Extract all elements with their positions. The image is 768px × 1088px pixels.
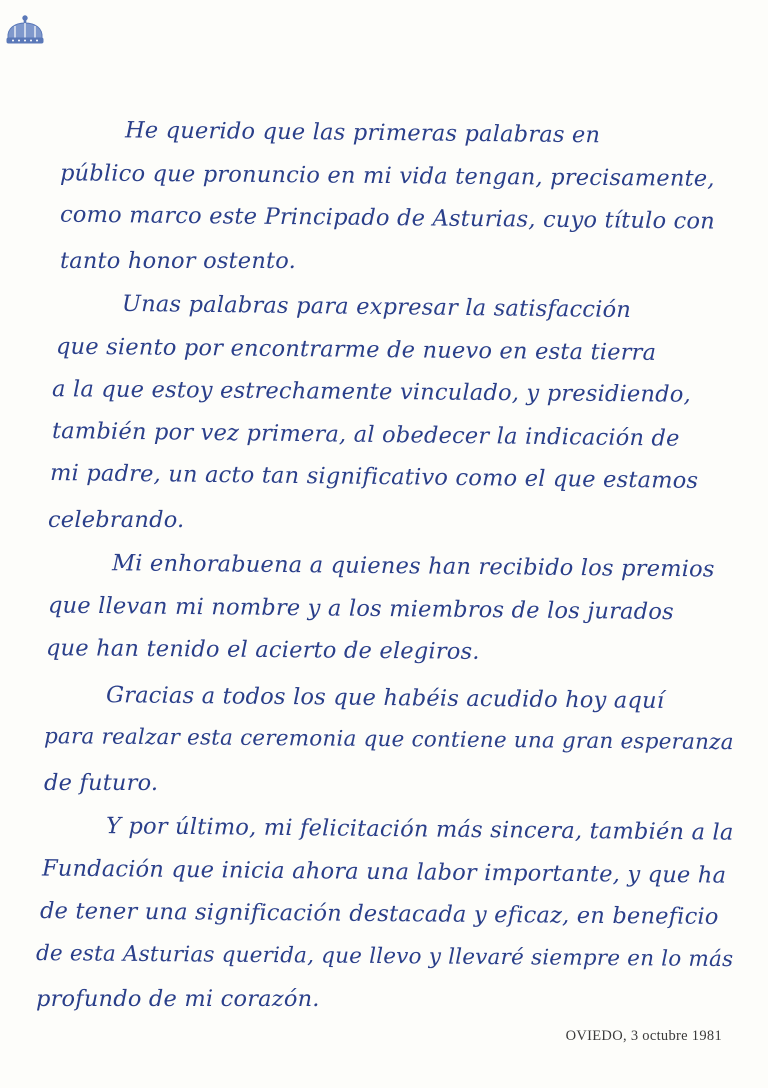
letter-line: que siento por encontrarme de nuevo en esta tierra: [55, 333, 657, 366]
letter-line: público que pronuncio en mi vida tengan, precisamente,: [59, 159, 715, 192]
letter-line: como marco este Principado de Asturias, cuyo título con: [59, 201, 716, 235]
place-date: OVIEDO, 3 octubre 1981: [565, 1028, 722, 1044]
royal-crown-icon: [4, 14, 46, 48]
paragraph-4: [30, 677, 734, 805]
letter-line: a la que estoy estrechamente vinculado, y presidiendo,: [51, 376, 691, 408]
letter-line: que han tenido el acierto de elegiros.: [45, 635, 480, 665]
letter-line: Y por último, mi felicitación más sincera, también a la: [105, 813, 734, 846]
letter-line: de tener una significación destacada y eficaz, en beneficio: [39, 898, 719, 930]
letter-line: celebrando.: [48, 506, 185, 533]
letter-line: mi padre, un acto tan significativo como el que estamos: [49, 459, 699, 494]
letter-line: Unas palabras para expresar la satisfacción: [121, 290, 632, 324]
letter-line: de esta Asturias querida, que llevo y llevaré siempre en lo más: [35, 940, 734, 972]
letter-line: para realzar esta ceremonia que contiene una gran esperanza: [43, 724, 734, 756]
letter-line: Mi enhorabuena a quienes han recibido los premios: [111, 550, 715, 583]
paragraph-1: [30, 112, 730, 282]
letter-line: Gracias a todos los que habéis acudido hoy aquí: [105, 681, 665, 714]
letter-line: tanto honor ostento.: [60, 247, 296, 274]
letter-line: Fundación que inicia ahora una labor importante, y que ha: [41, 854, 727, 889]
paragraph-2: [30, 286, 730, 541]
paragraph-5: [30, 808, 734, 1021]
letter-line: de futuro.: [44, 769, 159, 796]
letter-line: que llevan mi nombre y a los miembros de los jurados: [47, 592, 674, 625]
letter-line: He querido que las primeras palabras en: [124, 117, 601, 149]
paragraph-3: [30, 545, 730, 673]
handwritten-letter: [30, 112, 734, 1021]
letter-line: también por vez primera, al obedecer la indicación de: [51, 417, 680, 452]
letter-line: profundo de mi corazón.: [36, 986, 320, 1012]
